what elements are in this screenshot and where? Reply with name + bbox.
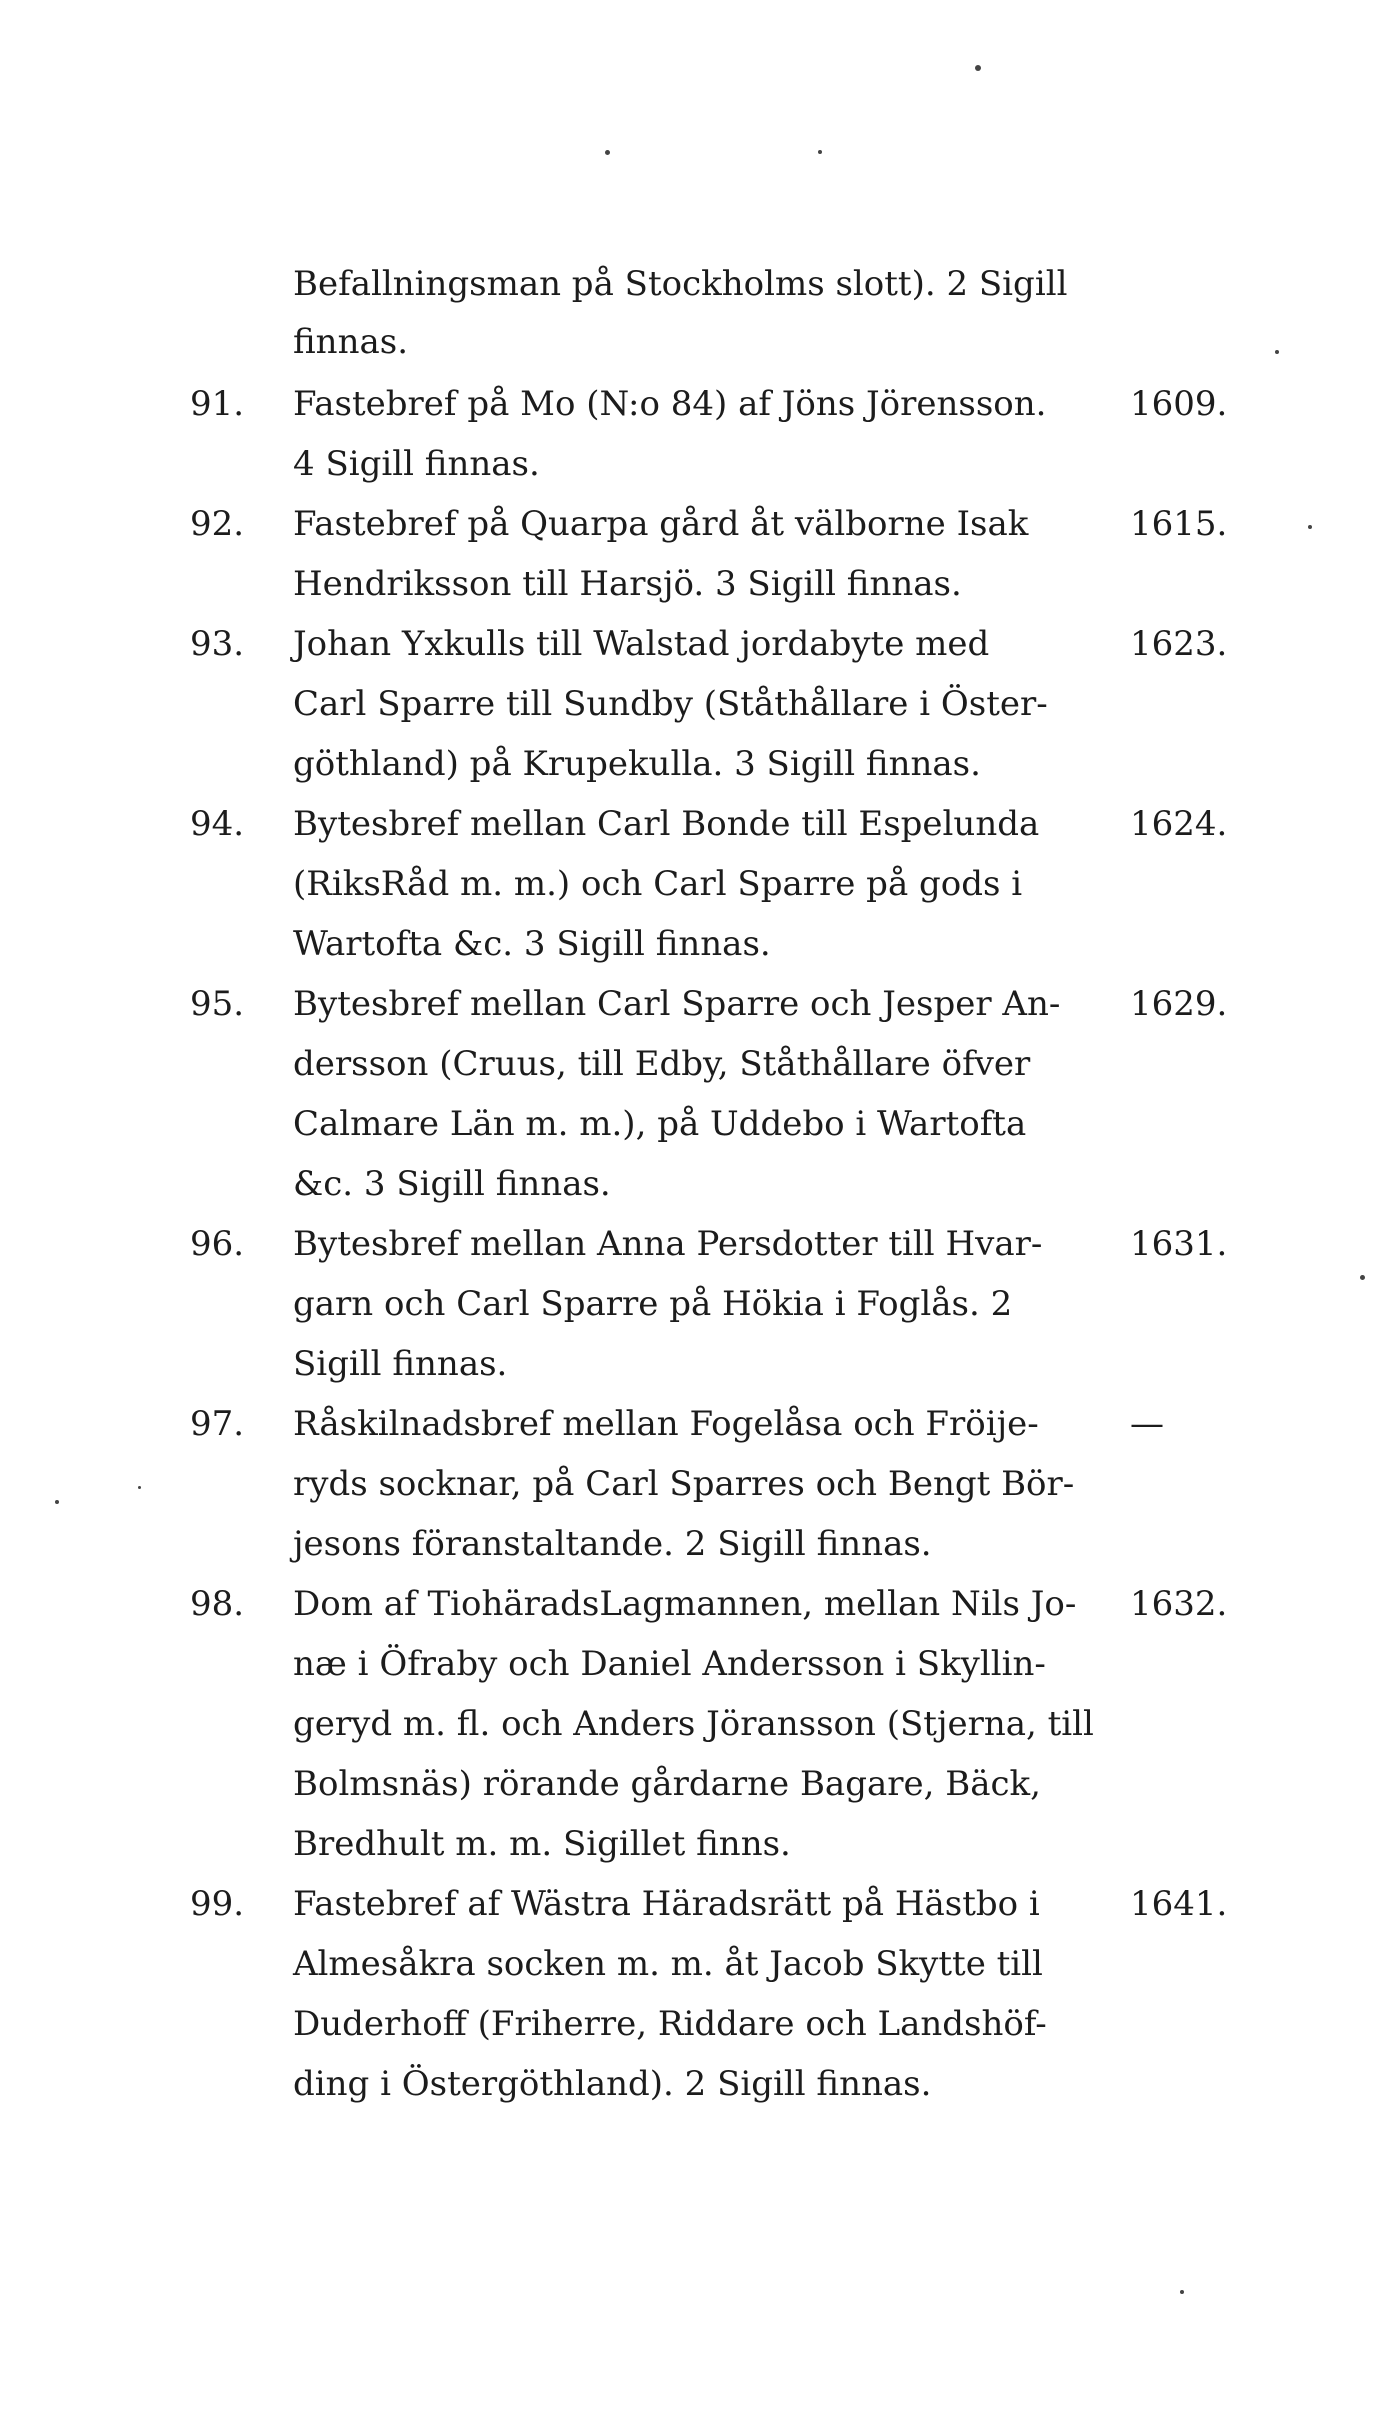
entry-text: Sigill finnas. bbox=[293, 1344, 508, 1384]
entry-text: Hendriksson till Harsjö. 3 Sigill finnas. bbox=[293, 564, 962, 604]
scan-speck bbox=[975, 65, 981, 71]
entry-text: Johan Yxkulls till Walstad jordabyte med bbox=[293, 624, 990, 664]
scan-speck bbox=[55, 1500, 59, 1504]
scan-speck bbox=[1180, 2290, 1184, 2294]
entry-text: Bytesbref mellan Carl Sparre och Jesper An- bbox=[293, 984, 1061, 1024]
entry-year: 1632. bbox=[1130, 1584, 1228, 1624]
entry-year: 1623. bbox=[1130, 624, 1228, 664]
entry-number: 95. bbox=[190, 984, 245, 1024]
entry-text: Wartofta &c. 3 Sigill finnas. bbox=[293, 924, 771, 964]
entry-text: Carl Sparre till Sundby (Ståthållare i Öster- bbox=[293, 684, 1048, 724]
entry-text: geryd m. fl. och Anders Jöransson (Stjerna, till bbox=[293, 1704, 1094, 1744]
entry-text: garn och Carl Sparre på Hökia i Foglås. 2 bbox=[293, 1284, 1013, 1324]
entry-number: 92. bbox=[190, 504, 245, 544]
entry-year: 1609. bbox=[1130, 384, 1228, 424]
entry-year: — bbox=[1130, 1404, 1164, 1444]
entry-text: Calmare Län m. m.), på Uddebo i Wartofta bbox=[293, 1104, 1027, 1144]
intro-text-2: finnas. bbox=[293, 322, 408, 362]
entry-text: jesons föranstaltande. 2 Sigill finnas. bbox=[293, 1524, 932, 1564]
scan-speck bbox=[1308, 525, 1312, 529]
entry-number: 97. bbox=[190, 1404, 245, 1444]
scan-speck bbox=[1275, 350, 1279, 354]
entry-year: 1629. bbox=[1130, 984, 1228, 1024]
entry-text: Fastebref af Wästra Häradsrätt på Hästbo i bbox=[293, 1884, 1040, 1924]
entry-text: ryds socknar, på Carl Sparres och Bengt Bör- bbox=[293, 1464, 1075, 1504]
entry-text: Dom af TiohäradsLagmannen, mellan Nils Jo- bbox=[293, 1584, 1077, 1624]
entry-text: &c. 3 Sigill finnas. bbox=[293, 1164, 611, 1204]
entry-text: næ i Öfraby och Daniel Andersson i Skyllin- bbox=[293, 1644, 1046, 1684]
scan-speck bbox=[605, 150, 610, 155]
entry-number: 99. bbox=[190, 1884, 245, 1924]
entry-text: göthland) på Krupekulla. 3 Sigill finnas. bbox=[293, 744, 981, 784]
entry-text: Bytesbref mellan Carl Bonde till Espelunda bbox=[293, 804, 1040, 844]
entry-text: ding i Östergöthland). 2 Sigill finnas. bbox=[293, 2064, 932, 2104]
entry-year: 1615. bbox=[1130, 504, 1228, 544]
entry-text: Almesåkra socken m. m. åt Jacob Skytte till bbox=[293, 1944, 1043, 1984]
entry-number: 98. bbox=[190, 1584, 245, 1624]
scan-speck bbox=[1360, 1275, 1365, 1280]
entry-number: 91. bbox=[190, 384, 245, 424]
entry-year: 1631. bbox=[1130, 1224, 1228, 1264]
entry-text: Bytesbref mellan Anna Persdotter till Hvar- bbox=[293, 1224, 1043, 1264]
entry-text: Duderhoff (Friherre, Riddare och Landshöf- bbox=[293, 2004, 1047, 2044]
entry-year: 1624. bbox=[1130, 804, 1228, 844]
entry-text: 4 Sigill finnas. bbox=[293, 444, 540, 484]
intro-text-1: Befallningsman på Stockholms slott). 2 Sigill bbox=[293, 264, 1068, 304]
entry-number: 96. bbox=[190, 1224, 245, 1264]
entry-year: 1641. bbox=[1130, 1884, 1228, 1924]
entry-number: 93. bbox=[190, 624, 245, 664]
entry-text: (RiksRåd m. m.) och Carl Sparre på gods i bbox=[293, 864, 1023, 904]
entry-text: Råskilnadsbref mellan Fogelåsa och Fröije- bbox=[293, 1404, 1039, 1444]
entry-text: dersson (Cruus, till Edby, Ståthållare öfver bbox=[293, 1044, 1031, 1084]
entry-text: Fastebref på Mo (N:o 84) af Jöns Jörensson. bbox=[293, 384, 1047, 424]
entry-text: Bolmsnäs) rörande gårdarne Bagare, Bäck, bbox=[293, 1764, 1041, 1804]
scan-speck bbox=[818, 150, 822, 154]
entry-number: 94. bbox=[190, 804, 245, 844]
entry-text: Fastebref på Quarpa gård åt välborne Isak bbox=[293, 504, 1029, 544]
entry-text: Bredhult m. m. Sigillet finns. bbox=[293, 1824, 791, 1864]
scan-speck bbox=[138, 1486, 141, 1489]
